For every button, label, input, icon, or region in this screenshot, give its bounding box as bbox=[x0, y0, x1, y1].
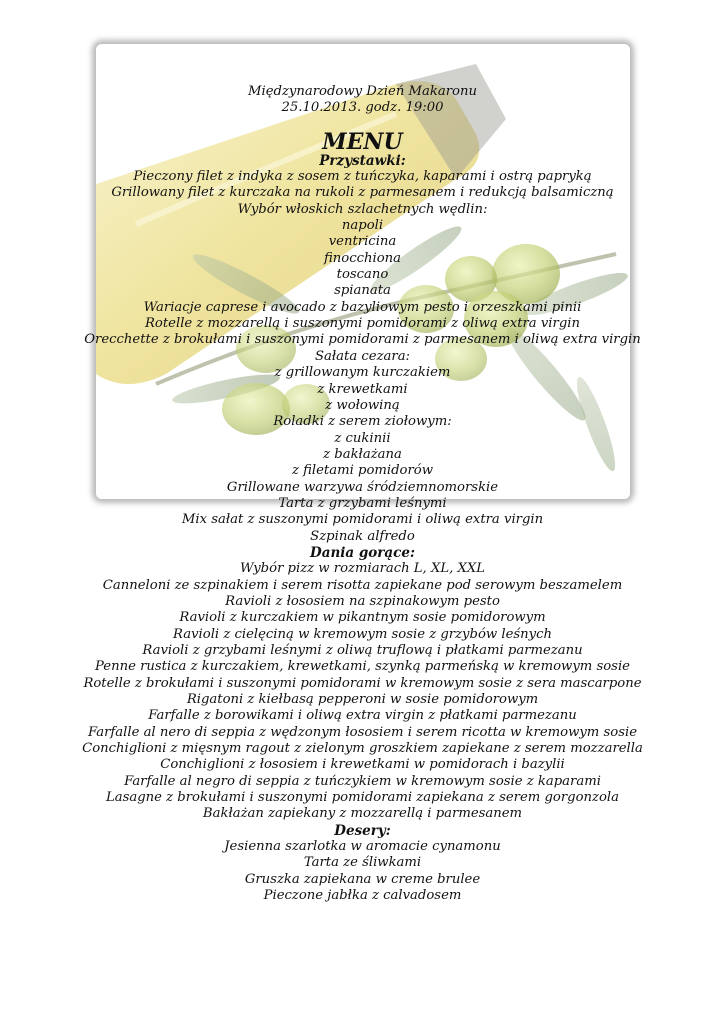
menu-item: Sałata cezara: bbox=[315, 348, 410, 364]
hot-dishes-heading: Dania gorące: bbox=[310, 544, 415, 561]
menu-item: Lasagne z brokułami i suszonymi pomidorami zapiekana z serem gorgonzola bbox=[105, 790, 619, 806]
menu-item: z wołowiną bbox=[325, 397, 400, 413]
menu-document bbox=[0, 84, 725, 905]
menu-item: toscano bbox=[336, 267, 389, 283]
menu-item: Pieczony filet z indyka z sosem z tuńczyka, kaparami i ostrą papryką bbox=[133, 169, 592, 185]
menu-item: Rotelle z brokułami i suszonymi pomidorami w kremowym sosie z sera mascarpone bbox=[83, 675, 642, 691]
menu-item: Pieczone jabłka z calvadosem bbox=[263, 888, 462, 904]
menu-item: Ravioli z grzybami leśnymi z oliwą truflową i płatkami parmezanu bbox=[142, 643, 583, 658]
menu-item: Gruszka zapiekana w creme brulee bbox=[244, 871, 481, 887]
menu-item: Farfalle z borowikami i oliwą extra virgin z płatkami parmezanu bbox=[148, 708, 577, 724]
menu-item: napoli bbox=[341, 218, 384, 234]
menu-item: Szpinak alfredo bbox=[310, 528, 415, 544]
desserts-heading: Desery: bbox=[334, 822, 391, 839]
menu-item: Conchiglioni z mięsnym ragout z zielonym groszkiem zapiekane z serem mozzarella bbox=[82, 741, 643, 757]
menu-item: z cukinii bbox=[334, 430, 391, 446]
menu-item: Jesienna szarlotka w aromacie cynamonu bbox=[224, 839, 501, 855]
menu-item: Farfalle al negro di seppia z tuńczykiem w kremowym sosie z kaparami bbox=[124, 773, 601, 789]
menu-item: Grillowany filet z kurczaka na rukoli z parmesanem i redukcją balsamiczną bbox=[111, 185, 614, 201]
menu-title: MENU bbox=[322, 128, 403, 155]
menu-item: Rotelle z mozzarellą i suszonymi pomidorami z oliwą extra virgin bbox=[145, 316, 580, 332]
menu-item: Canneloni ze szpinakiem i serem risotta zapiekane pod serowym beszamelem bbox=[102, 577, 623, 593]
menu-item: z krewetkami bbox=[317, 381, 408, 397]
menu-item: z filetami pomidorów bbox=[291, 463, 434, 479]
menu-item: Mix sałat z suszonymi pomidorami i oliwą extra virgin bbox=[181, 512, 544, 528]
menu-item: Penne rustica z kurczakiem, krewetkami, szynką parmeńską w kremowym sosie bbox=[95, 659, 630, 675]
menu-item: Farfalle al nero di seppia z wędzonym łososiem i serem ricotta w kremowym sosie bbox=[87, 724, 638, 740]
menu-item: Ravioli z kurczakiem w pikantnym sosie pomidorowym bbox=[179, 610, 546, 626]
menu-item: z bakłażana bbox=[323, 446, 402, 462]
menu-item: Bakłażan zapiekany z mozzarellą i parmesanem bbox=[202, 806, 523, 822]
menu-item: Rigatoni z kiełbasą pepperoni w sosie pomidorowym bbox=[186, 692, 539, 708]
menu-item: Grillowane warzywa śródziemnomorskie bbox=[226, 479, 499, 495]
menu-item: Ravioli z cielęciną w kremowym sosie z grzybów leśnych bbox=[173, 626, 552, 642]
hot-dishes-section bbox=[0, 545, 725, 823]
menu-item: ventricina bbox=[328, 234, 397, 250]
event-name: Międzynarodowy Dzień Makaronu bbox=[248, 84, 477, 99]
menu-item: z grillowanym kurczakiem bbox=[274, 365, 451, 381]
menu-item: Tarta ze śliwkami bbox=[303, 855, 422, 871]
desserts-section bbox=[0, 823, 725, 905]
starters-section bbox=[0, 153, 725, 545]
menu-item: finocchiona bbox=[323, 250, 401, 266]
event-header bbox=[0, 84, 725, 117]
menu-item: Orecchette z brokułami i suszonymi pomidorami z parmesanem i oliwą extra virgin bbox=[84, 332, 641, 348]
menu-item: Wariacje caprese i avocado z bazyliowym pesto i orzeszkami pinii bbox=[143, 299, 582, 315]
menu-item: spianata bbox=[334, 283, 391, 299]
menu-item: Conchiglioni z łososiem i krewetkami w pomidorach i bazylii bbox=[160, 757, 565, 773]
menu-item: Wybór pizz w rozmiarach L, XL, XXL bbox=[239, 561, 486, 577]
menu-item: Tarta z grzybami leśnymi bbox=[278, 495, 447, 511]
menu-item: Wybór włoskich szlachetnych wędlin: bbox=[237, 201, 488, 217]
menu-item: Roladki z serem ziołowym: bbox=[273, 414, 452, 430]
starters-heading: Przystawki: bbox=[319, 152, 406, 169]
event-date-time: 25.10.2013. godz. 19:00 bbox=[281, 100, 444, 116]
menu-item: Ravioli z łososiem na szpinakowym pesto bbox=[225, 593, 500, 609]
